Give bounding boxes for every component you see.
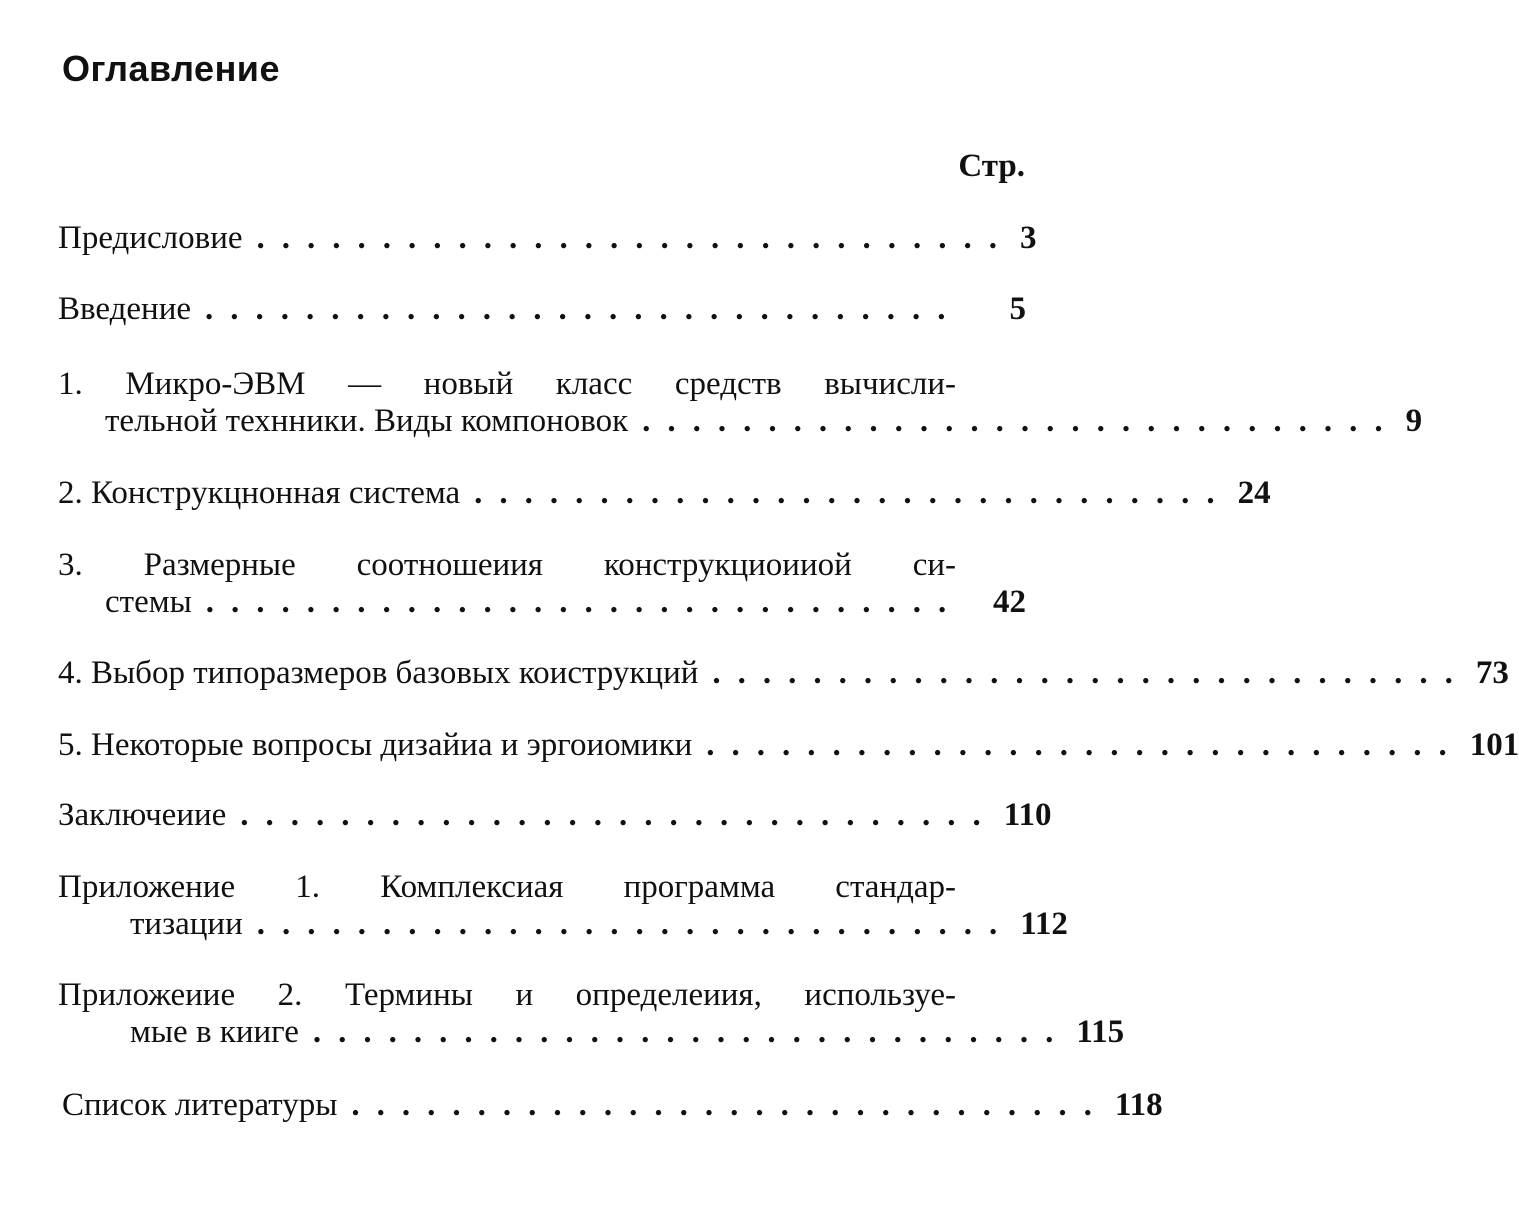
toc-entry-appendix-1 <box>58 869 1068 943</box>
toc-entry-appendix-2 <box>58 977 1125 1051</box>
toc-entry-preface <box>58 220 1037 257</box>
toc-entry-conclusion <box>58 797 1052 834</box>
toc-page-number: 101 <box>1469 727 1519 763</box>
dot-leader: .............................. <box>351 1087 1109 1123</box>
toc-page-number: 42 <box>993 584 1026 620</box>
toc-entry-title: Список литературы <box>62 1087 338 1123</box>
toc-page-number: 5 <box>1009 291 1026 327</box>
page-title: Оглавление <box>62 48 280 89</box>
toc-entry-chapter-3 <box>58 547 1026 621</box>
dot-leader: .............................. <box>205 291 963 327</box>
toc-entry-title: Заключеиие <box>58 797 227 833</box>
toc-entry-chapter-4 <box>58 655 1509 692</box>
toc-entry-title-continued: тизации <box>130 906 243 942</box>
toc-entry-introduction <box>58 291 1026 328</box>
toc-entry-title: 1. Микро-ЭВМ — новый класс средств вычисли- <box>58 366 956 402</box>
toc-entry-title-continued: тельной технники. Виды компоновок <box>105 403 629 439</box>
toc-entry-bibliography <box>58 1087 1163 1124</box>
toc-page-number: 24 <box>1237 475 1271 511</box>
toc-entry-chapter-2 <box>58 475 1271 512</box>
toc-page-number: 115 <box>1076 1014 1125 1050</box>
toc-entry-title: Предисловие <box>58 220 243 256</box>
dot-leader: .............................. <box>642 403 1400 439</box>
dot-leader: .............................. <box>205 584 964 620</box>
toc-entry-title: Введение <box>58 291 192 327</box>
dot-leader: .............................. <box>474 475 1232 511</box>
toc-entry-title: Приложеиие 2. Термины и определеиия, используе- <box>58 977 956 1013</box>
dot-leader: .............................. <box>256 906 1015 942</box>
page-column-header: Стр. <box>958 148 1025 184</box>
toc-entry-title: 5. Некоторые вопросы дизайиа и эргоиомики <box>58 727 693 763</box>
toc-entry-title-continued: стемы <box>105 584 192 620</box>
toc-entry-title: 3. Размерные соотношеиия конструкциоииой си- <box>58 547 956 583</box>
toc-entry-title-continued: мые в кииге <box>130 1014 299 1050</box>
toc-page-number: 110 <box>1003 797 1052 833</box>
dot-leader: .............................. <box>240 797 998 833</box>
toc-entry-title: Приложение 1. Комплексиая программа стандар- <box>58 869 956 905</box>
toc-entry-chapter-5 <box>58 727 1519 764</box>
dot-leader: .............................. <box>256 220 1014 256</box>
toc-page-number: 118 <box>1114 1087 1163 1123</box>
toc-entry-title: 2. Конструкцнонная система <box>58 475 461 511</box>
dot-leader: .............................. <box>712 655 1470 691</box>
toc-page-number: 3 <box>1020 220 1037 256</box>
toc-page-number: 73 <box>1475 655 1509 691</box>
toc-entry-title: 4. Выбор типоразмеров базовых коиструкций <box>58 655 699 691</box>
toc-entry-chapter-1 <box>58 366 1423 440</box>
toc-page-number: 9 <box>1405 403 1423 439</box>
dot-leader: .............................. <box>706 727 1464 763</box>
toc-page-number: 112 <box>1020 906 1068 942</box>
dot-leader: .............................. <box>312 1014 1071 1050</box>
